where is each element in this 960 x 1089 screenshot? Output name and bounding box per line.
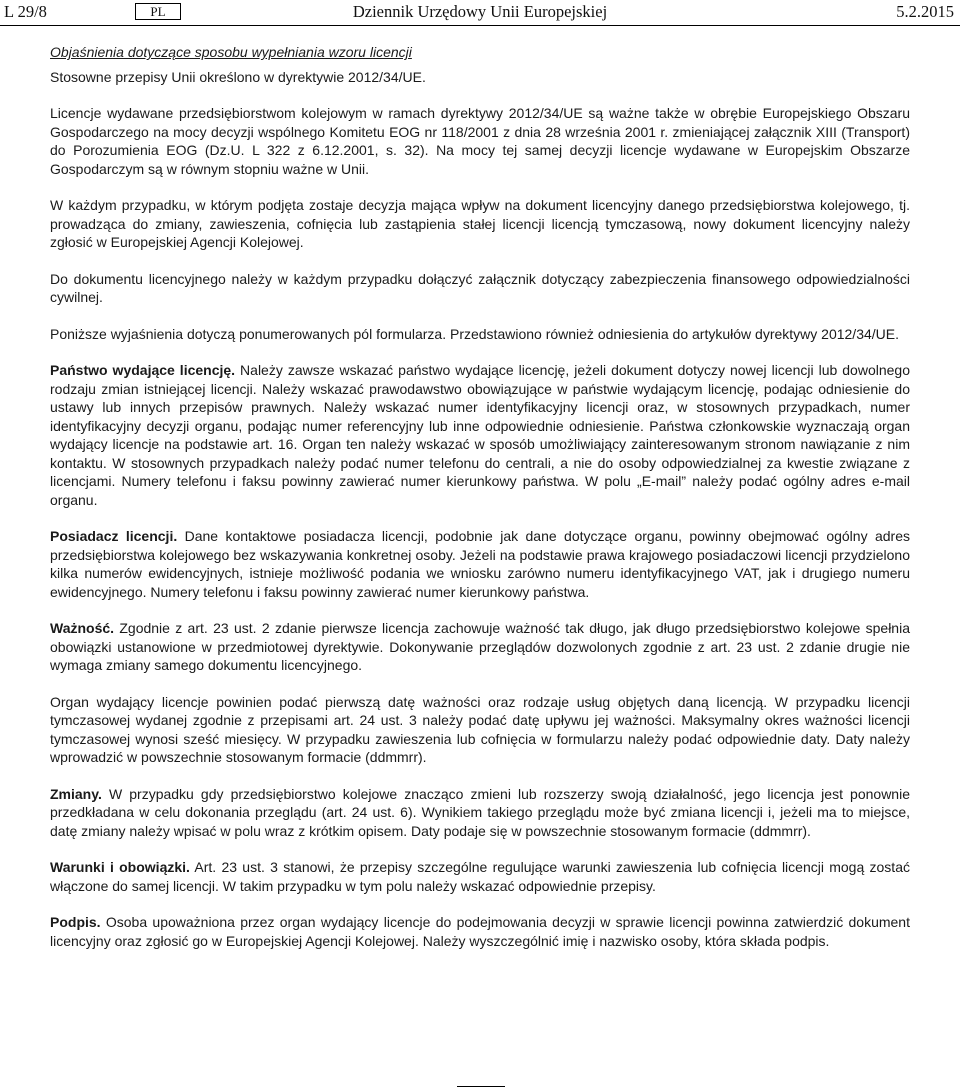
document-body (50, 43, 910, 968)
page-number: L 29/8 (4, 2, 47, 21)
conditions-label: Warunki i obowiązki. (50, 859, 190, 875)
language-badge: PL (135, 3, 181, 20)
validity-text: Zgodnie z art. 23 ust. 2 zdanie pierwsze licencja zachowuje ważność tak długo, jak długo przedsiębiorstwo kolejowe spełnia obowiązki ustanowione w przedmiotowej dyrektywie. Dokonywanie przeglądów dozwolonych zgodnie z art. 23 ust. 2 zdanie drugie nie wymaga zmiany samego dokumentu licencyjnego. (50, 620, 910, 673)
paragraph-license-changes: W każdym przypadku, w którym podjęta zostaje decyzja mająca wpływ na dokument licencyjny danego przedsiębiorstwa kolejowego, tj. prowadząca do zmiany, zawieszenia, cofnięcia lub zastąpienia stałej licencji licencją tymczasową, nowy dokument licencyjny należy zgłosić w Europejskiej Agencji Kolejowej. (50, 197, 910, 250)
paragraph-signature (50, 913, 910, 950)
conditions-text: Art. 23 ust. 3 stanowi, że przepisy szczególne regulujące warunki zawieszenia lub cofnięcia licencji mogą zostać włączone do samej licencji. W takim przypadku w tym polu należy wskazać odpowiednie przepisy. (50, 859, 910, 894)
paragraph-license-holder (50, 527, 910, 601)
changes-label: Zmiany. (50, 785, 102, 802)
issue-date: 5.2.2015 (896, 2, 954, 21)
page-header (0, 0, 960, 26)
license-holder-label: Posiadacz licencji. (50, 528, 178, 544)
changes-text: W przypadku gdy przedsiębiorstwo kolejowe znacząco zmieni lub rozszerzy swoją działalność, jego licencja jest ponownie przedkładana w celu dokonania przeglądu (art. 24 ust. 6). Wynikiem takiego przeglądu może być zmiana licencji i, jeżeli ma to miejsce, datę zmiany należy wpisać w polu wraz z krótkim opisem. Daty podaje się w powszechnie stosowanym formacie (ddmmrr). (50, 785, 910, 839)
footer-rule (457, 1086, 505, 1087)
paragraph-issuing-state (50, 361, 910, 509)
paragraph-eea-validity: Licencje wydawane przedsiębiorstwom kolejowym w ramach dyrektywy 2012/34/UE są ważne także w obrębie Europejskiego Obszaru Gospodarczego na mocy decyzji wspólnego Komitetu EOG nr 118/2001 z dnia 28 września 2001 r. zmieniającej załącznik XIII (Transport) do Porozumienia EOG (Dz.U. L 322 z 6.12.2001, s. 32). Na mocy tej samej decyzji licencje wydawane w Europejskim Obszarze Gospodarczym są w równym stopniu ważne w Unii. (50, 105, 910, 177)
paragraph-field-notes: Poniższe wyjaśnienia dotyczą ponumerowanych pól formularza. Przedstawiono również odniesienia do artykułów dyrektywy 2012/34/UE. (50, 325, 899, 342)
validity-label: Ważność. (50, 620, 115, 636)
paragraph-conditions (50, 858, 910, 895)
journal-title: Dziennik Urzędowy Unii Europejskiej (352, 2, 608, 21)
signature-text: Osoba upoważniona przez organ wydający licencje do podejmowania decyzji w sprawie licencji powinna zatwierdzić dokument licencyjny oraz zgłosić go w Europejskiej Agencji Kolejowej. Należy wyszczególnić imię i nazwisko osoby, która składa podpis. (50, 914, 910, 949)
header-rule (0, 25, 960, 26)
paragraph-annex: Do dokumentu licencyjnego należy w każdym przypadku dołączyć załącznik dotyczący zabezpieczenia finansowego odpowiedzialności cywilnej. (50, 270, 910, 305)
paragraph-legal-basis: Stosowne przepisy Unii określono w dyrektywie 2012/34/UE. (50, 68, 426, 85)
section-title: Objaśnienia dotyczące sposobu wypełniania wzoru licencji (50, 44, 412, 60)
paragraph-changes (50, 785, 910, 841)
paragraph-validity (50, 619, 910, 675)
paragraph-dates: Organ wydający licencje powinien podać pierwszą datę ważności oraz rodzaje usług objętych daną licencją. W przypadku licencji tymczasowej wydanej zgodnie z przepisami art. 24 ust. 3 należy podać datę upływu jej ważności. Maksymalny okres ważności licencji tymczasowej wynosi sześć miesięcy. W przypadku zawieszenia lub cofnięcia w formularzu należy podać odpowiednie daty. Daty należy wprowadzić w powszechnie stosowanym formacie (ddmmrr). (50, 693, 910, 765)
issuing-state-text: Należy zawsze wskazać państwo wydające licencję, jeżeli dokument dotyczy nowej licencji lub dowolnego rodzaju zmian istniejącej licencji. Należy wskazać prawodawstwo obowiązujące w państwie wydającym licencję, podając odniesienie do ustawy lub innych przepisów prawnych. Należy wskazać numer identyfikacyjny licencji oraz, w stosownych przypadkach, numer identyfikacyjny decyzji organu, podając numer referencyjny lub inne odpowiednie odniesienie. Państwa członkowskie wyznaczają organ wydający licencje na podstawie art. 16. Organ ten należy wskazać w sposób umożliwiający zainteresowanym stronom nawiązanie z nim kontaktu. W stosownych przypadkach należy podać numer telefonu do centrali, a nie do osoby odpowiedzialnej za kwestie związane z licencjami. Numery telefonu i faksu powinny zawierać numer kierunkowy państwa. W polu „E-mail” należy podać ogólny adres e-mail organu. (50, 362, 910, 508)
signature-label: Podpis. (50, 914, 101, 930)
issuing-state-label: Państwo wydające licencję. (50, 362, 236, 378)
license-holder-text: Dane kontaktowe posiadacza licencji, podobnie jak dane dotyczące organu, powinny obejmować ogólny adres przedsiębiorstwa kolejowego bez wskazywania konkretnej osoby. Jeżeli na podstawie prawa krajowego posiadaczowi licencji przydzielono kilka numerów ewidencyjnych, istnieje możliwość podania we wniosku zarówno numeru identyfikacyjnego VAT, jak i drugiego numeru ewidencyjnego. Numery telefonu i faksu powinny zawierać numer kierunkowy państwa. (50, 528, 910, 600)
